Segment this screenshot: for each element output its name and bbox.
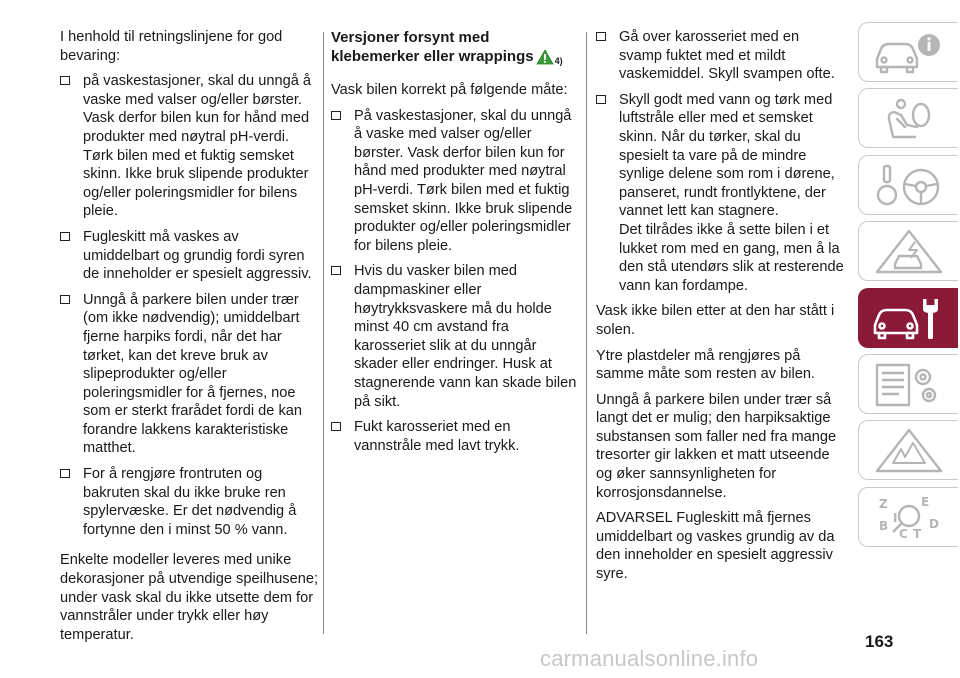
svg-text:B: B [879,518,889,533]
airbag-seat-icon [871,95,947,143]
checkbox-bullet-icon [60,232,70,241]
checkbox-bullet-icon [60,295,70,304]
car-info-icon [871,29,947,77]
paragraph: Vask ikke bilen etter at den har stått i solen. [596,303,835,338]
checkbox-bullet-icon [60,76,70,85]
warning-breakdown-icon [871,228,947,276]
list-item: Unngå å parkere bilen under trær (om ikke nødvendig); umiddelbart fjerne harpiks fordi, når det har tørket, kan det kreve bruk av slipeprodukter og/eller poleringsmidler for å fjernes, noe som er sterkt frarådet fordi de kan forandre lakkens karakteristiske matthet. [60,291,318,458]
tab-maintenance[interactable] [858,288,958,348]
list-item: Skyll godt med vann og tørk med luftstråle eller med et semsket skinn. Når du tørker, skal du spesielt ta vare på de mindre synlige delene som rom i dørene, panseret, rundt frontlyktene, der vannet lett kan stagnere. Det tilrådes ikke å sette bilen i et lukket rom med en gang, men å la den stå utendørs slik at resterende vann kan fordampe. [596,91,846,296]
page-number: 163 [865,632,894,651]
tab-in-emergency[interactable] [858,221,958,281]
section-heading: Versjoner forsynt med klebemerker eller wrappings $_{4)}$ [331,29,563,66]
key-steering-wheel-icon [871,162,947,210]
column-divider [586,32,587,634]
list-item: På vaskestasjoner, skal du unngå å vaske med valser og/eller børster. Vask derfor bilen kun for hånd med produkter med nøytral pH-verdi. Tørk bilen med et fuktig semsket skinn. Ikke bruk slipende produkter og/eller poleringsmidler for bilens pleie. [331,107,577,256]
svg-text:T: T [913,526,922,541]
svg-text:D: D [929,516,939,531]
column-3 [596,28,846,591]
tab-multimedia[interactable] [858,420,958,480]
document-gear-icon [871,361,947,409]
svg-text:E: E [921,494,930,509]
checkbox-bullet-icon [331,111,341,120]
tab-dashboard-info[interactable] [858,22,958,82]
outro-text: Enkelte modeller leveres med unike dekorasjoner på utvendige speilhusene; under vask skal du ikke utsette dem for vannstråler under trykk eller høy temperatur. [60,552,319,643]
checkbox-bullet-icon [596,95,606,104]
warning-triangle-icon [536,49,554,65]
car-wrench-icon [871,295,947,343]
checkbox-bullet-icon [331,422,341,431]
checkbox-bullet-icon [60,469,70,478]
tab-technical-data[interactable] [858,354,958,414]
tab-starting-driving[interactable] [858,155,958,215]
column-1 [60,28,318,651]
chapter-tabs [858,22,960,553]
list-item: Gå over karosseriet med en svamp fuktet med et mildt vaskemiddel. Skyll svampen ofte. [596,28,846,84]
svg-text:Z: Z [879,496,888,511]
tab-safety[interactable] [858,88,958,148]
paragraph: ADVARSEL Fugleskitt må fjernes umiddelbart og vaskes grundig av da den inneholder en spesielt aggressiv syre. [596,510,835,583]
list-item: på vaskestasjoner, skal du unngå å vaske med valser og/eller børster. Vask derfor bilen kun for hånd med produkter med nøytral pH-verdi. Tørk bilen med et fuktig semsket skinn. Ikke bruk slipende produkter og/eller poleringsmidler for bilens pleie. [60,72,318,221]
tab-index[interactable] [858,487,958,547]
column-divider [323,32,324,634]
list-item: Fukt karosseriet med en vannstråle med lavt trykk. [331,418,577,455]
column-2 [331,28,577,462]
intro-text: Vask bilen korrekt på følgende måte: [331,82,568,98]
list-item: For å rengjøre frontruten og bakruten skal du ikke bruke ren spylervæske. Er det nødvendig å fortynne den i minst 50 % vann. [60,465,318,539]
checkbox-bullet-icon [596,32,606,41]
list-item: Fugleskitt må vaskes av umiddelbart og grundig fordi syren de inneholder er spesielt aggressiv. [60,228,318,284]
warning-triangle-outline-icon [871,427,947,475]
svg-text:I: I [893,510,898,525]
paragraph: Ytre plastdeler må rengjøres på samme måte som resten av bilen. [596,347,815,383]
paragraph: Unngå å parkere bilen under trær så langt det er mulig; den harpiksaktige substansen som faller ned fra mange tresorter gir lakken et matt utseende og øker sannsynligheten for korrosjonsdannelse. [596,391,837,501]
list-item: Hvis du vasker bilen med dampmaskiner eller høytrykksvaskere må du holde minst 40 cm avstand fra karosseriet slik at du unngår skader eller endringer. Husk at stagnerende vann kan skade bilen på sikt. [331,262,577,411]
checkbox-bullet-icon [331,266,341,275]
intro-text: I henhold til retningslinjene for god bevaring: [60,29,283,64]
watermark: carmanualsonline.info [540,646,759,671]
alphabet-index-icon [871,494,947,542]
svg-text:C: C [899,526,908,541]
footnote-ref: 4) [554,56,563,66]
